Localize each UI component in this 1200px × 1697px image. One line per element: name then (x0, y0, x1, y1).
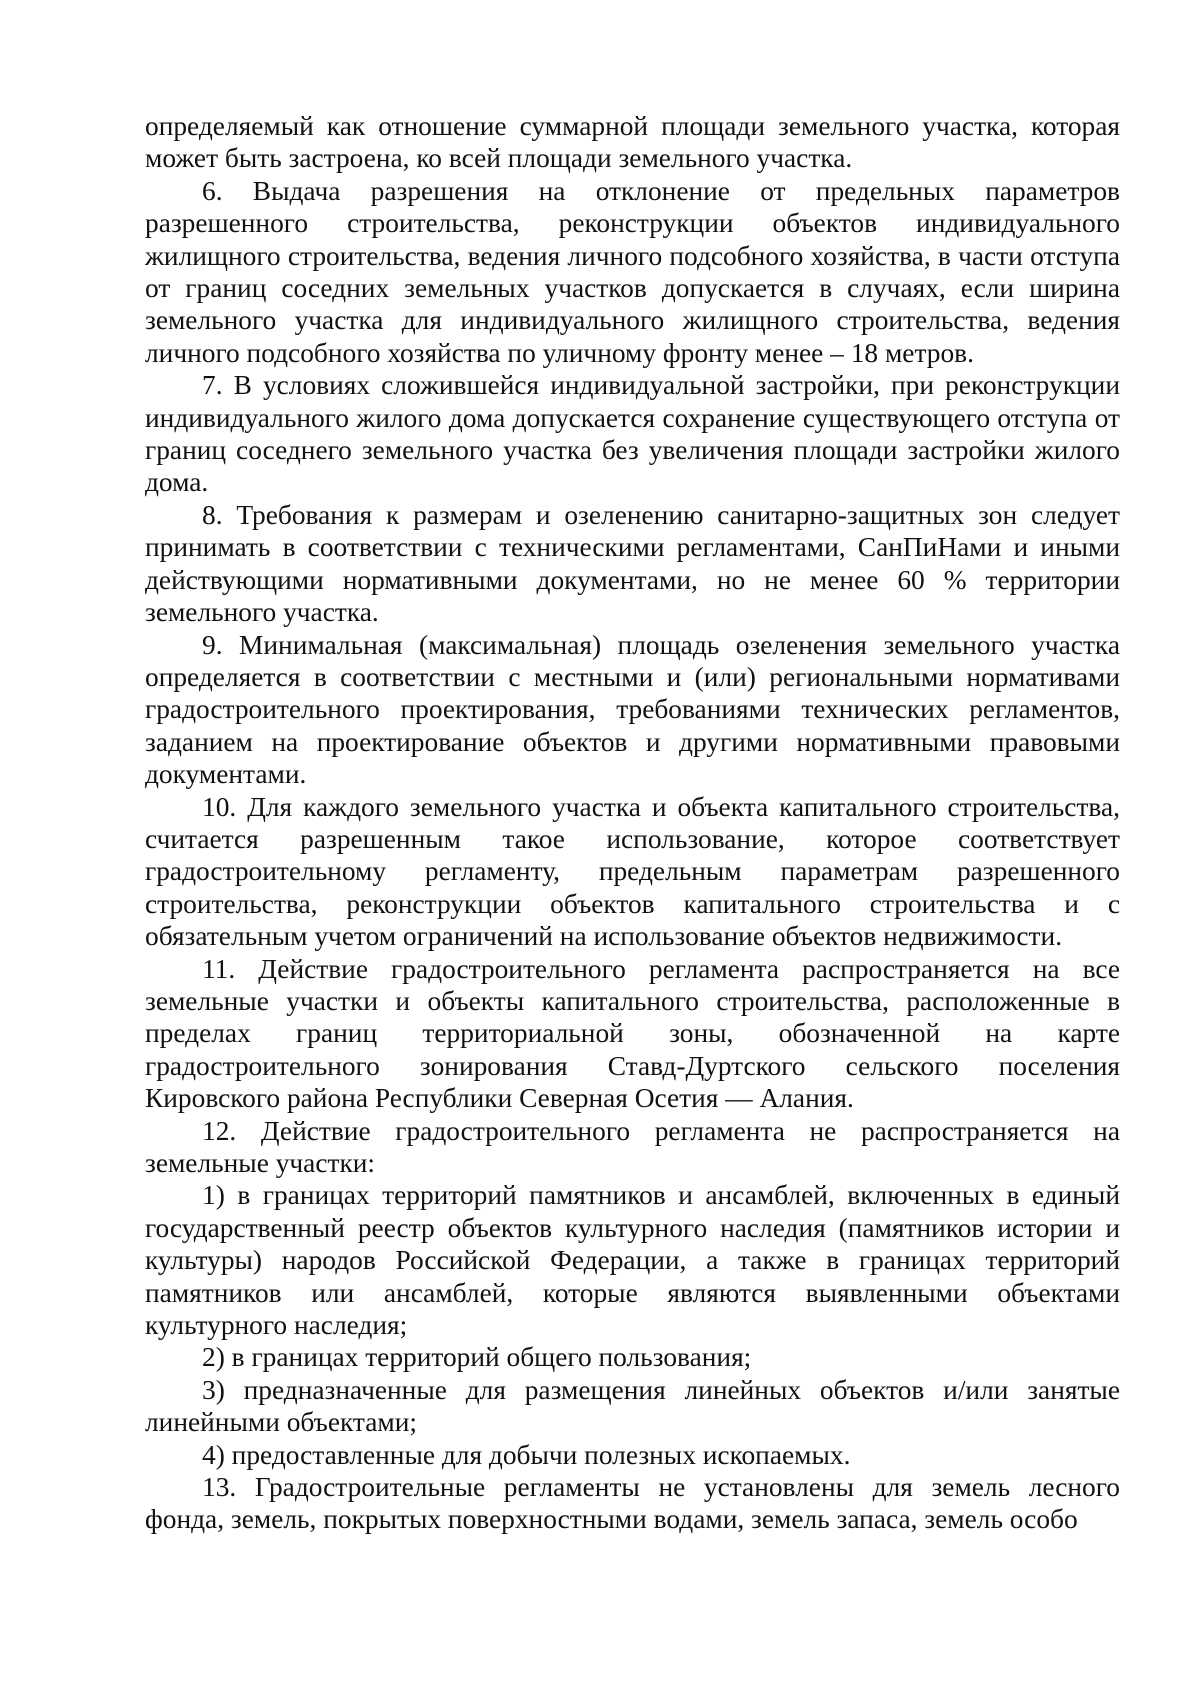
paragraph-continuation: определяемый как отношение суммарной площади земельного участка, которая может быть застроена, ко всей площади земельного участка. (145, 111, 1120, 174)
paragraph-item-10: 10. Для каждого земельного участка и объекта капитального строительства, считается разрешенным такое использование, которое соответствует градостроительному регламенту, предельным параметрам разрешенного строительства, реконструкции объектов капитального строительства и с обязательным учетом ограничений на использование объектов недвижимости. (145, 791, 1120, 952)
subitem-1: 1) в границах территорий памятников и ансамблей, включенных в единый государственный реестр объектов культурного наследия (памятников истории и культуры) народов Российской Федерации, а также в границах территорий памятников или ансамблей, которые являются выявленными объектами культурного наследия; (145, 1180, 1120, 1341)
subitem-3: 3) предназначенные для размещения линейных объектов и/или занятые линейными объектами; (145, 1374, 1120, 1438)
paragraph-item-11: 11. Действие градостроительного регламента распространяется на все земельные участки и объекты капитального строительства, расположенные в пределах границ территориальной зоны, обозначенной на карте градостроительного зонирования Ставд-Дуртского сельского поселения Кировского района Республики Северная Осетия — Алания. (145, 953, 1120, 1114)
subitem-2: 2) в границах территорий общего пользования; (202, 1342, 752, 1373)
subitem-4: 4) предоставленные для добычи полезных ископаемых. (202, 1439, 851, 1470)
paragraph-item-13: 13. Градостроительные регламенты не установлены для земель лесного фонда, земель, покрытых поверхностными водами, земель запаса, земель особо (145, 1472, 1120, 1535)
paragraph-item-9: 9. Минимальная (максимальная) площадь озеленения земельного участка определяется в соответствии с местными и (или) региональными нормативами градостроительного проектирования, требованиями технических регламентов, заданием на проектирование объектов и другими нормативными правовыми документами. (145, 629, 1120, 790)
paragraph-item-7: 7. В условиях сложившейся индивидуальной застройки, при реконструкции индивидуального жилого дома допускается сохранение существующего отступа от границ соседнего земельного участка без увеличения площади застройки жилого дома. (145, 370, 1120, 498)
paragraph-item-12: 12. Действие градостроительного регламента не распространяется на земельные участки: (145, 1115, 1120, 1178)
paragraph-item-8: 8. Требования к размерам и озеленению санитарно-защитных зон следует принимать в соответствии с техническими регламентами, СанПиНами и иными действующими нормативными документами, но не менее 60 % территории земельного участка. (145, 499, 1120, 628)
document-page (145, 110, 1120, 1536)
paragraph-item-6: 6. Выдача разрешения на отклонение от предельных параметров разрешенного строительства, реконструкции объектов индивидуального жилищного строительства, ведения личного подсобного хозяйства, в части отступа от границ соседних земельных участков допускается в случаях, если ширина земельного участка для индивидуального жилищного строительства, ведения личного подсобного хозяйства по уличному фронту менее – 18 метров. (145, 175, 1120, 368)
